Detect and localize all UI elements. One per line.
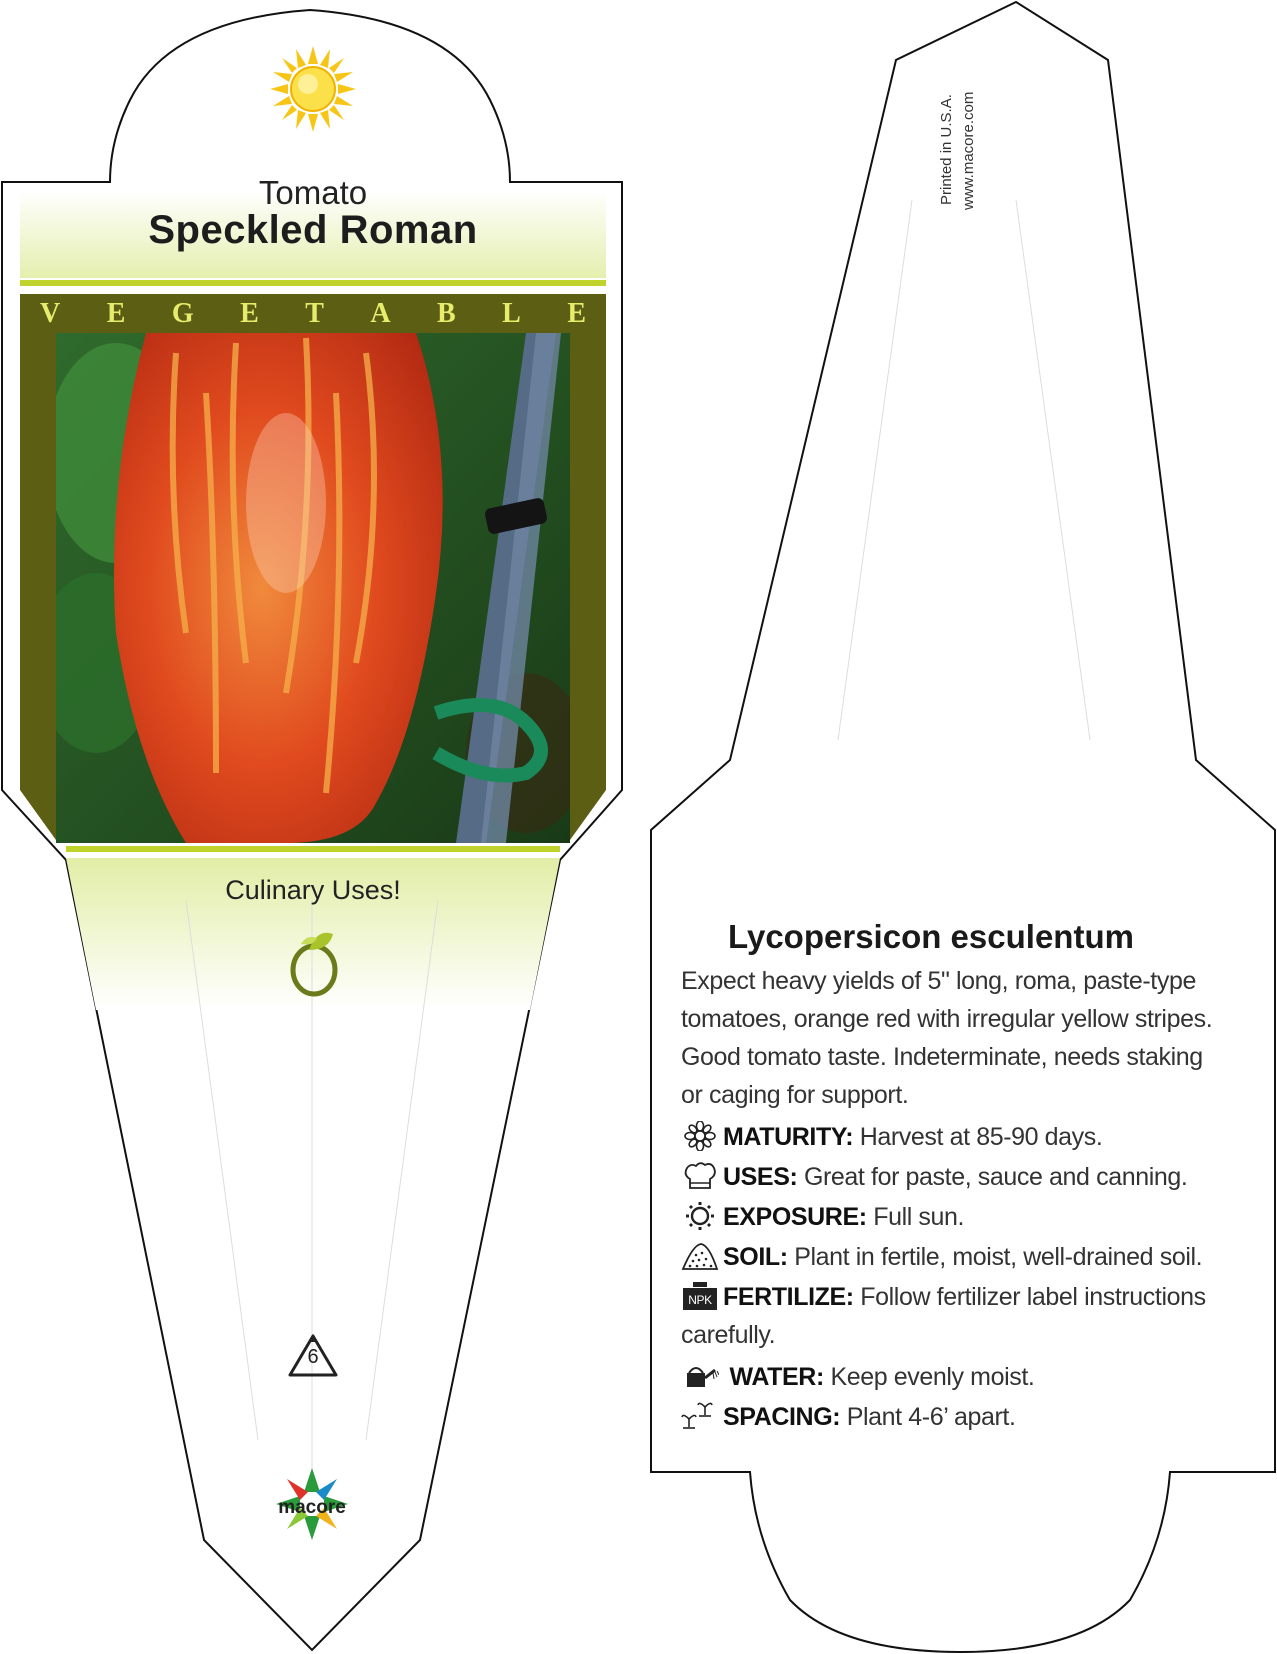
care-uses: USES: Great for paste, sauce and canning. (681, 1158, 1221, 1196)
plant-name: Tomato (258, 174, 368, 211)
care-exposure: EXPOSURE: Full sun. (681, 1198, 1221, 1236)
category-band (20, 297, 606, 331)
front-header-line (20, 280, 606, 286)
chef-hat-icon (681, 1161, 719, 1191)
svg-text:NPK: NPK (688, 1293, 712, 1307)
flower-icon (681, 1121, 719, 1151)
category-letter: V (40, 298, 61, 329)
botanical-name: Lycopersicon esculentum (728, 918, 1134, 955)
feature-label: Culinary Uses! (225, 875, 401, 905)
front-footer-line (66, 846, 560, 852)
watering-can-icon (681, 1361, 719, 1391)
culinary-uses-icon (287, 928, 341, 998)
variety-name: Speckled Roman (148, 208, 478, 252)
care-maturity: MATURITY: Harvest at 85-90 days. (681, 1118, 1221, 1156)
care-spacing: SPACING: Plant 4-6’ apart. (681, 1398, 1221, 1436)
sun-icon (268, 44, 358, 134)
website-text: www.macore.com (960, 91, 977, 210)
category-letter: E (567, 298, 586, 329)
category-letter: T (305, 298, 324, 329)
care-water: WATER: Keep evenly moist. (681, 1358, 1221, 1396)
sun-small-icon (681, 1201, 719, 1231)
care-fertilize: NPK FERTILIZE: Follow fertilizer label instructions carefully. (681, 1283, 1206, 1349)
brand-name: macore (278, 1497, 346, 1518)
care-soil: SOIL: Plant in fertile, moist, well-drained soil. (681, 1238, 1221, 1276)
category-letter: G (171, 298, 194, 329)
printed-in-text: Printed in U.S.A. (938, 94, 955, 205)
category-letter: E (106, 298, 126, 329)
category-letter: B (437, 298, 456, 329)
seedling-icon (681, 1401, 719, 1431)
tomato-photo (56, 333, 570, 843)
fertilizer-icon (681, 1281, 719, 1311)
category-letter: E (240, 298, 259, 329)
recycle-code: 6 (307, 1346, 319, 1368)
category-letter: A (370, 298, 391, 329)
description: Expect heavy yields of 5" long, roma, paste-type tomatoes, orange red with irregular yellow stripes. Good tomato taste. Indeterminate, needs staking or caging for support. (681, 967, 1213, 1109)
category-letter: L (502, 298, 521, 329)
soil-icon (681, 1241, 719, 1271)
